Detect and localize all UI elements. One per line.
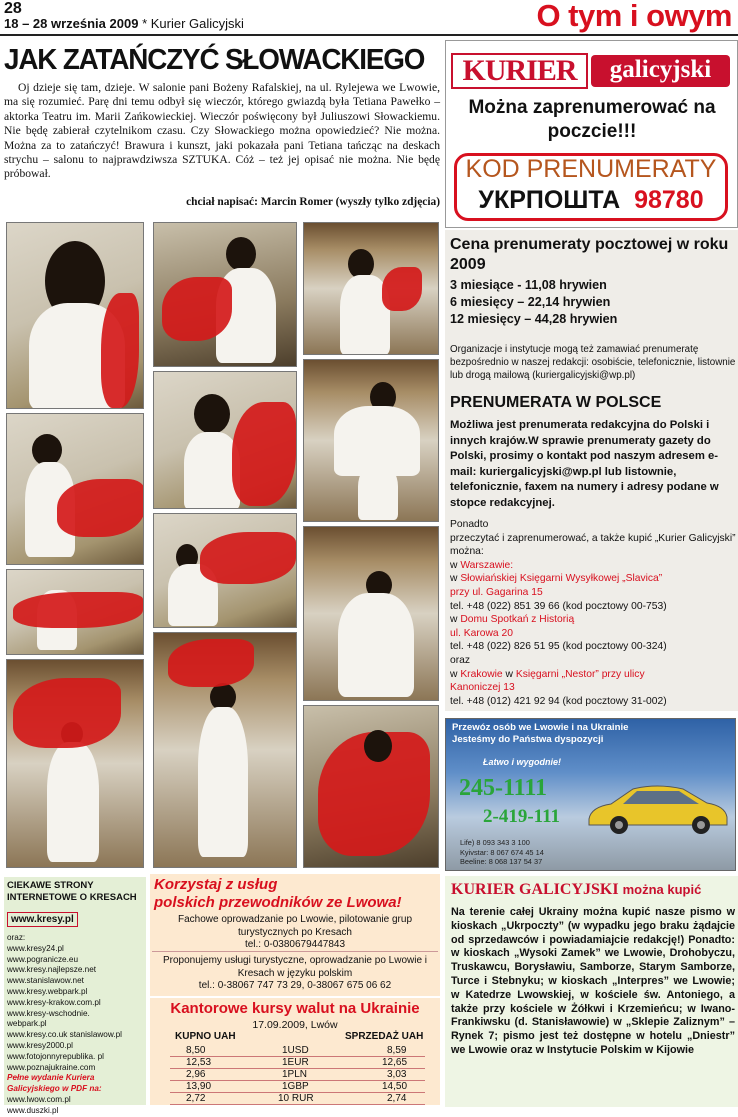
header-rule (0, 34, 738, 36)
websites-list (7, 933, 137, 1117)
kurier-logo: KURIER (451, 53, 588, 89)
points-of-sale (450, 518, 736, 708)
dance-photo (303, 526, 439, 701)
guide-phone: tel.: 0-38067 747 73 29, 0-38067 675 06 62 (198, 980, 392, 991)
table-row: 8,50 1USD 8,59 (170, 1045, 425, 1057)
table-row: 2,96 1PLN 3,03 (170, 1069, 425, 1081)
dance-photo (303, 222, 439, 355)
slavica-name: Słowiańskiej Księgarni Wysyłkowej „Slavica” (460, 573, 663, 585)
article-headline: JAK ZATAŃCZYĆ SŁOWACKIEGO (4, 44, 425, 76)
website-link[interactable]: www.lwow.com.pl (7, 1094, 71, 1104)
price-item: 3 miesiące - 11,08 hrywien (450, 278, 607, 292)
nestor-name: Księgarni „Nestor” przy ulicy (515, 668, 645, 680)
article-body: Oj dzieje się tam, dzieje. W salonie pani Bożeny Rafalskiej, na ul. Rylejewa we Lwowie, ma się rozumieć. Parę dni temu odbył się wieczór, którego gwiazdą była Tetiana Pawełko – aktorka Teatru im. Marii Zańkowieckiej. Wieczór poświęcony był Juliuszowi Słowackiemu. Nie będę zabierał czytelnikom czasu. Czy Słowackiego można opowiedzieć? Nie można. Można za to zatańczyć! Brawura i kunszt, jaki pokazała pani Tetiana tańcząc na deskach strychu – salonu to najprawdziwsza SZTUKA. Cóż – też jej opisać nie można. Nie będę próbował. (4, 81, 440, 181)
website-link[interactable]: www.kresy.najlepsze.net (7, 965, 97, 975)
also-label: oraz: (7, 933, 26, 942)
buy-column-header: KUPNO UAH (175, 1031, 236, 1042)
dance-photo (6, 659, 144, 868)
taxi-ad-line: Przewóz osób we Lwowie i na Ukrainie (452, 722, 629, 733)
table-row: 12,53 1EUR 12,65 (170, 1057, 425, 1069)
kurier-logo-galicyjski: galicyjski (591, 55, 730, 87)
guide-offer-2: Proponujemy usługi turystyczne, oprowadzanie po Lwowie i Kresach w języku polskim tel.: 0-38067 747 73 29, 0-38067 675 06 62 (152, 955, 438, 993)
publication-name: * Kurier Galicyjski (142, 16, 244, 31)
dance-photo (153, 513, 297, 628)
dom-name: Domu Spotkań z Historią (460, 614, 575, 626)
buy-intro-2: przeczytać i zaprenumerować, a także kupić „Kurier Galicyjski” można: (450, 532, 736, 558)
nestor-address: Kanoniczej 13 (450, 682, 515, 694)
website-link[interactable]: www.kresy2000.pl (7, 1040, 73, 1050)
issue-date-line (4, 16, 244, 31)
exchange-rates-date: 17.09.2009, Lwów (252, 1019, 338, 1031)
dance-photo (6, 569, 144, 655)
taxi-car-icon (583, 777, 731, 837)
warsaw-line: w Warszawie: (450, 559, 514, 571)
slavica-address: przy ul. Gagarina 15 (450, 586, 543, 598)
website-link[interactable]: www.duszki.pl (7, 1105, 59, 1115)
website-link[interactable]: www.stanislawow.net (7, 976, 84, 986)
price-item: 6 miesięcy – 22,14 hrywien (450, 295, 611, 309)
subscription-headline: Można zaprenumerować na poczcie!!! (468, 97, 716, 142)
subscription-code-title: KOD PRENUMERATY (465, 155, 717, 183)
dance-photo (6, 413, 144, 565)
article-byline: chciał napisać: Marcin Romer (wyszły tylko zdjęcia) (186, 196, 440, 208)
dance-photo (153, 371, 297, 509)
poland-subscription-text: Możliwa jest prenumerata redakcyjna do Polski i innych krajów.W sprawie prenumeraty gazety do Polski, prosimy o kontakt pod naszym adresem e-mail: kuriergalicyjski@wp.pl lub listownie, telefonicznie, faxem na numery i adresy podane w stopce redakcyjnej. (450, 419, 719, 509)
website-link-main[interactable]: www.kresy.pl (7, 912, 78, 927)
subscription-code-number: 98780 (634, 186, 704, 214)
dom-phone: tel. +48 (022) 826 51 95 (kod pocztowy 00-324) (450, 641, 667, 653)
price-list (450, 277, 736, 328)
where-to-buy-text: Na terenie całej Ukrainy można kupić nasze pismo w kioskach „Ukrpoczty” (w wypadku jego braku żądajcie od sprzedawców i powiadamiajcie redakcję!) Ponadto: w kioskach „Wysoki Zamek” we Lwowie, Drohobyczu, Truskawcu, Borysławiu, Samborze, Starym Samborze, Turce i Stebnyku; w kioskach „Interpres” we Lwowie; w Katedrze Lwowskiej, w kościele św. Antoniego, a także przy kościele w Żółkwi i Krzemieńcu; w Iwano-Frankiwsku (d. Stanisławowie) w „Sklepie Zaliznym” – Rynek 7; pismo jest też dostępne w hotelu „Dniestr” we Lwowie oraz w Instytucie Polskim w Kijowie (451, 906, 735, 1056)
poland-subscription-title: PRENUMERATA W POLSCE (450, 394, 662, 411)
dance-photo (153, 222, 297, 367)
issue-date: 18 – 28 września 2009 (4, 16, 139, 31)
taxi-mobile-numbers: Life) 8 093 343 3 100 Kyivstar: 8 067 674 45 14 Beeline: 8 068 137 54 37 (460, 838, 544, 867)
website-link[interactable]: webpark.pl (7, 1019, 47, 1029)
taxi-ad-line: Jesteśmy do Państwa dyspozycji (452, 734, 604, 745)
taxi-phone-secondary: 2-419-111 (483, 806, 561, 827)
sell-column-header: SPRZEDAŻ UAH (345, 1031, 424, 1042)
website-link[interactable]: www.kresy-wschodnie. (7, 1008, 90, 1018)
website-link[interactable]: www.fotojonnyrepublika. pl (7, 1051, 104, 1061)
section-title: O tym i owym (536, 0, 732, 33)
taxi-phone-main: 245-1111 (459, 775, 548, 801)
pdf-note: Pełne wydanie Kuriera Galicyjskiego w PDF na: (7, 1073, 102, 1094)
slavica-phone: tel. +48 (022) 851 39 66 (kod pocztowy 00-753) (450, 600, 667, 612)
ukrposhta-label: УКРПОШТА (478, 186, 621, 214)
website-link[interactable]: www.kresy.co.uk stanislawow.pl (7, 1030, 122, 1040)
price-title: Cena prenumeraty pocztowej w roku 2009 (450, 236, 729, 273)
dance-photo (303, 705, 439, 868)
table-row: 2,72 10 RUR 2,74 (170, 1093, 425, 1105)
exchange-rates-title: Kantorowe kursy walut na Ukrainie (170, 1000, 420, 1017)
where-to-buy-title: KURIER GALICYJSKI można kupić (451, 881, 702, 898)
guide-offer-1: Fachowe oprowadzanie po Lwowie, pilotowanie grup turystycznych po Kresach tel.: 0-0380679447843 (152, 914, 438, 952)
page-number: 28 (4, 0, 22, 17)
website-link[interactable]: www.kresy.webpark.pl (7, 986, 88, 996)
taxi-ad-heading (452, 722, 628, 746)
dom-address: ul. Karowa 20 (450, 627, 513, 639)
website-link[interactable]: www.kresy24.pl (7, 943, 64, 953)
warsaw-label: Warszawie: (460, 559, 514, 571)
website-link[interactable]: www.poznajukraine.com (7, 1062, 96, 1072)
organization-note: Organizacje i instytucje mogą też zamawiać prenumeratę bezpośrednio w naszej redakcji: osobiście, telefonicznie, listownie lub drogą mailową (kuriergalicyjski@wp.pl) (450, 344, 736, 381)
subscription-code-line (454, 186, 728, 215)
dom-line: w Domu Spotkań z Historią (450, 614, 575, 626)
oraz-label: oraz (450, 654, 471, 666)
website-link[interactable]: www.kresy-krakow.com.pl (7, 997, 101, 1007)
krakow-label: Krakowie (460, 668, 503, 680)
guide-phone: tel.: 0-0380679447843 (244, 939, 346, 950)
slavica-line: w Słowiańskiej Księgarni Wysyłkowej „Slavica” (450, 573, 663, 585)
table-row: 13,90 1GBP 14,50 (170, 1081, 425, 1093)
websites-title: CIEKAWE STRONY INTERNETOWE O KRESACH (7, 880, 137, 903)
dance-photo (153, 632, 297, 868)
dance-photo (303, 359, 439, 522)
buy-intro-1: Ponadto (450, 519, 489, 530)
nestor-phone: tel. +48 (012) 421 92 94 (kod pocztowy 31-002) (450, 695, 667, 707)
dance-photo (6, 222, 144, 409)
price-item: 12 miesięcy – 44,28 hrywien (450, 312, 618, 326)
taxi-slogan: Łatwo i wygodnie! (483, 757, 561, 767)
guide-title: Korzystaj z usług polskich przewodników ze Lwowa! (154, 876, 402, 911)
website-link[interactable]: www.pogranicze.eu (7, 954, 78, 964)
divider (152, 951, 438, 952)
krakow-line: w Krakowie w Księgarni „Nestor” przy ulicy (450, 668, 645, 680)
